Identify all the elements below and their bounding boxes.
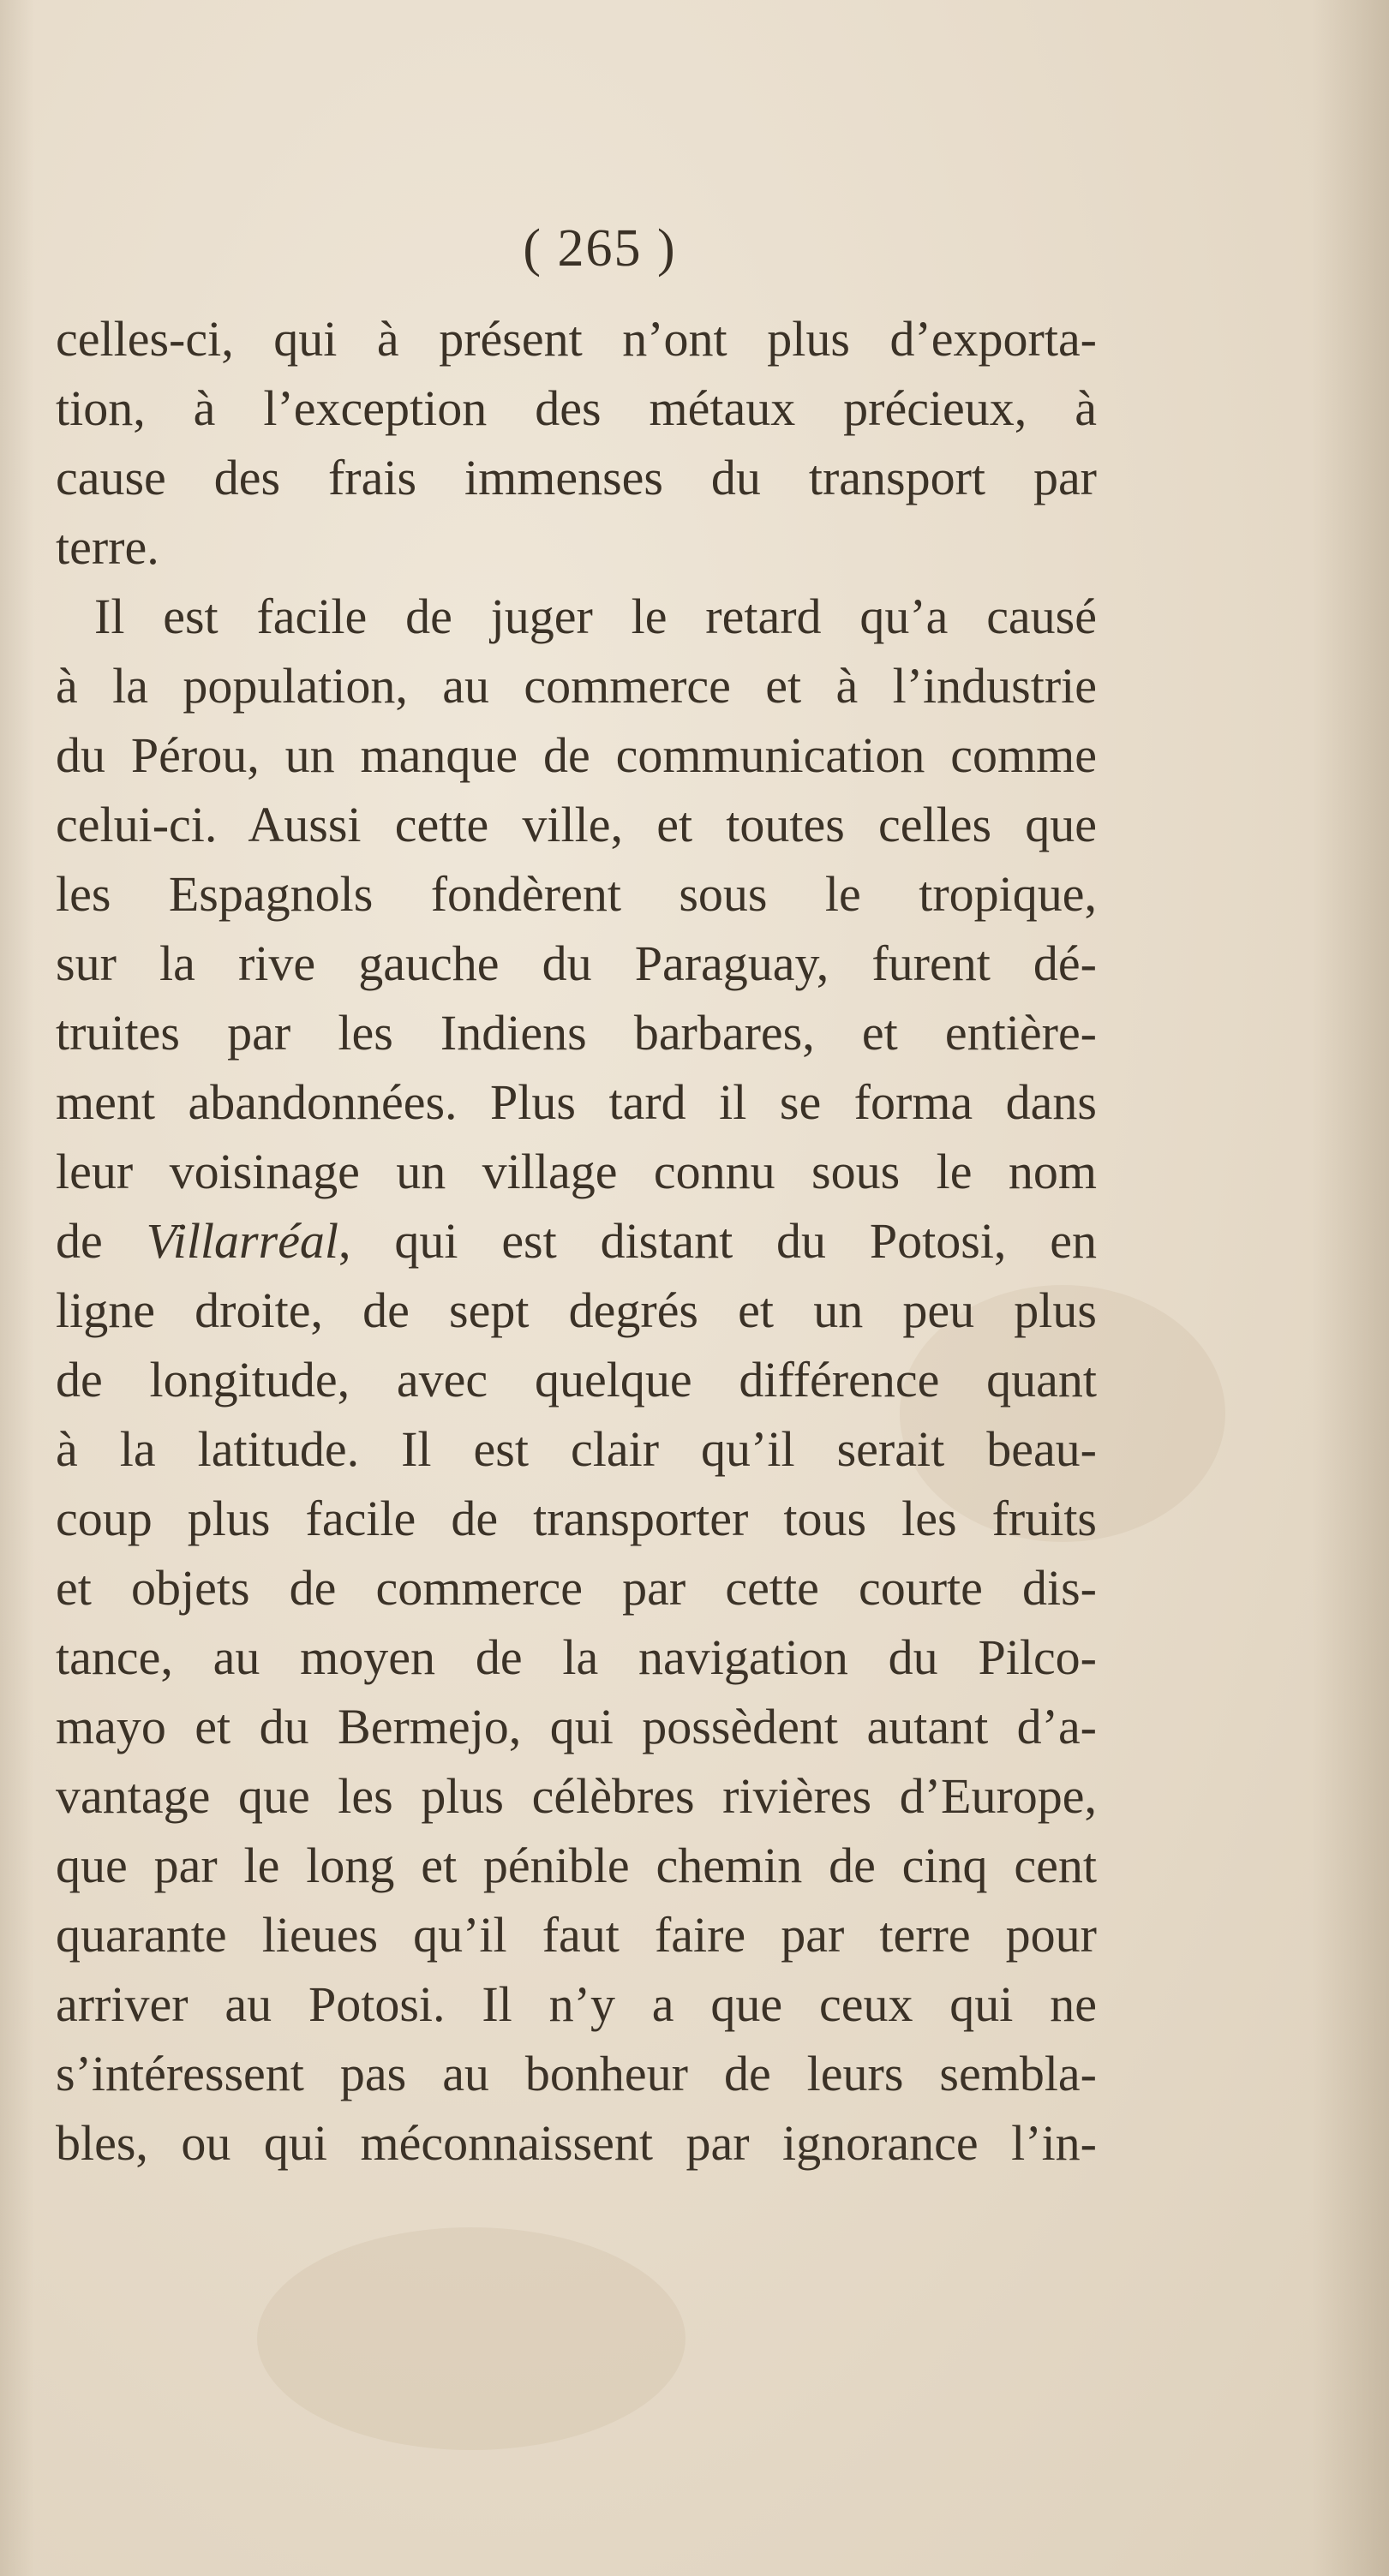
page-edge-shadow bbox=[1312, 0, 1389, 2576]
gutter-shadow bbox=[0, 0, 34, 2576]
text-line: vantage que les plus célèbres rivières d’Europe, bbox=[56, 1768, 1097, 1824]
text-line: à la population, au commerce et à l’industrie bbox=[56, 658, 1097, 714]
text-line: coup plus facile de transporter tous les fruits bbox=[56, 1491, 1097, 1546]
text-line: mayo et du Bermejo, qui possèdent autant d’a- bbox=[56, 1699, 1097, 1754]
text-fragment: , qui est distant du Potosi, en bbox=[338, 1213, 1097, 1269]
body-text bbox=[56, 304, 1097, 2178]
text-line: celles-ci, qui à présent n’ont plus d’exporta- bbox=[56, 311, 1097, 367]
page-number: ( 265 ) bbox=[523, 219, 677, 278]
text-line: tion, à l’exception des métaux précieux, à bbox=[56, 380, 1097, 436]
text-line: tance, au moyen de la navigation du Pilco- bbox=[56, 1629, 1097, 1685]
text-line: bles, ou qui méconnaissent par ignorance l’in- bbox=[56, 2115, 1097, 2171]
text-line: et objets de commerce par cette courte dis- bbox=[56, 1560, 1097, 1616]
text-line-with-italic bbox=[56, 1206, 1097, 1276]
paper-stain bbox=[257, 2227, 686, 2450]
text-line: ment abandonnées. Plus tard il se forma dans bbox=[56, 1074, 1097, 1130]
text-line: s’intéressent pas au bonheur de leurs sembla- bbox=[56, 2046, 1097, 2101]
text-line: quarante lieues qu’il faut faire par terre pour bbox=[56, 1907, 1097, 1963]
text-line: sur la rive gauche du Paraguay, furent dé- bbox=[56, 935, 1097, 991]
text-line: ligne droite, de sept degrés et un peu plus bbox=[56, 1282, 1097, 1338]
text-line: truites par les Indiens barbares, et entière- bbox=[56, 1005, 1097, 1061]
text-line: celui-ci. Aussi cette ville, et toutes celles que bbox=[56, 797, 1097, 852]
text-line: à la latitude. Il est clair qu’il serait beau- bbox=[56, 1421, 1097, 1477]
italic-place-name: Villarréal bbox=[146, 1213, 339, 1269]
text-line: de longitude, avec quelque différence quant bbox=[56, 1352, 1097, 1408]
text-line: que par le long et pénible chemin de cinq cent bbox=[56, 1838, 1097, 1893]
text-line: cause des frais immenses du transport par bbox=[56, 450, 1097, 505]
text-line: terre. bbox=[56, 519, 159, 575]
text-line: du Pérou, un manque de communication comme bbox=[56, 727, 1097, 783]
text-line: les Espagnols fondèrent sous le tropique, bbox=[56, 866, 1097, 922]
text-line: arriver au Potosi. Il n’y a que ceux qui ne bbox=[56, 1976, 1097, 2032]
paragraph-start-line: Il est facile de juger le retard qu’a causé bbox=[94, 589, 1097, 644]
text-line: leur voisinage un village connu sous le nom bbox=[56, 1144, 1097, 1199]
text-fragment: de bbox=[56, 1213, 147, 1269]
